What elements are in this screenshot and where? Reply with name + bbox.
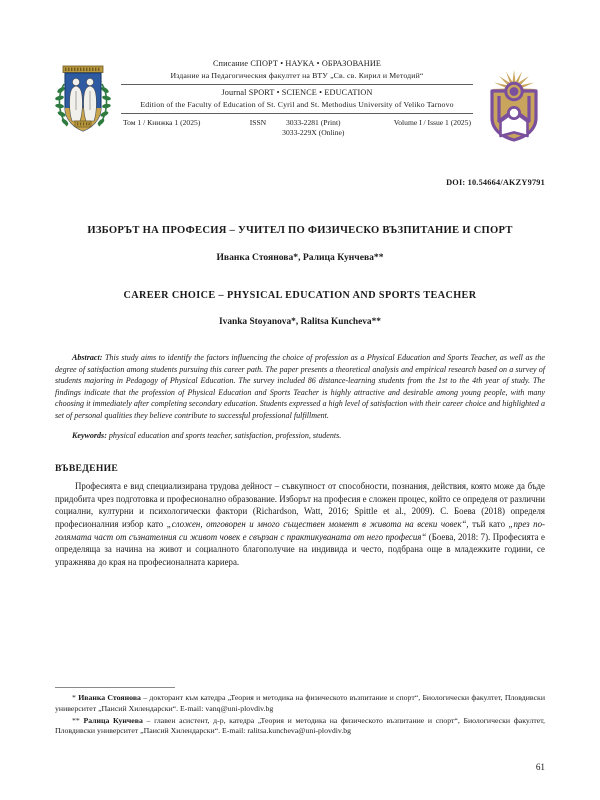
footnote-1-marker: * — [72, 693, 76, 703]
paragraph-text-part-2: , тъй като — [466, 518, 509, 529]
body-paragraph-1 — [55, 480, 545, 568]
abstract-label: Abstract: — [72, 353, 103, 362]
footnote-2-marker: ** — [72, 715, 80, 725]
section-heading-introduction: ВЪВЕДЕНИЕ — [55, 463, 119, 475]
volume-label-en: Volume I / Issue 1 (2025) — [393, 117, 471, 127]
article-title-bg: ИЗБОРЪТ НА ПРОФЕСИЯ – УЧИТЕЛ ПО ФИЗИЧЕСКО ВЪЗПИТАНИЕ И СПОРТ — [87, 225, 513, 236]
masthead-text — [117, 58, 477, 138]
masthead-divider-top — [121, 84, 473, 85]
article-title-en: CAREER CHOICE – PHYSICAL EDUCATION AND SPORTS TEACHER — [123, 290, 477, 301]
article-authors-en: Ivanka Stoyanova*, Ralitsa Kuncheva** — [218, 317, 381, 327]
footnote-2-text: – главен асистент, д-р, катедра „Теория и методика на физическото възпитание и спорт“, Биологически факултет, Пловдивски университет „Паисий Хилендарски“. E-mail: ralitsa.kuncheva@uni-plovdiv.bg — [55, 715, 545, 736]
doi-line: DOI: 10.54664/AKZY9791 — [446, 178, 545, 187]
footnote-1-text: – докторант към катедра „Теория и методика на физическото възпитание и спорт“, Биологически факултет, Пловдивски университет „Паисий Хилендарски“. E-mail: vanq@uni-plovdiv.bg — [55, 693, 545, 713]
keywords-text: physical education and sports teacher, satisfaction, profession, students. — [108, 430, 342, 440]
issue-info-row — [121, 118, 473, 138]
issn-print: 3033-2281 (Print) — [285, 117, 341, 127]
paragraph-quote-1: „сложен, отговорен и много съществен момент в живота на всеки човек“ — [166, 518, 467, 529]
footnote-1-name: Иванка Стоянова — [78, 693, 141, 703]
paragraph-quote-2: „през по-голямата част от съзнателния си живот човек е свързан с практикуваната от него професия“ — [55, 518, 545, 542]
faculty-emblem-icon — [483, 58, 545, 144]
journal-title-bg: Списание СПОРТ • НАУКА • ОБРАЗОВАНИЕ — [212, 59, 382, 68]
publisher-en: Edition of the Faculty of Education of St. Cyril and St. Methodius University of Veliko Tarnovo — [140, 99, 454, 109]
issn-block — [250, 118, 345, 138]
issn-online: 3033-229X (Online) — [282, 127, 345, 137]
footnote-1 — [55, 693, 545, 714]
abstract-block — [55, 352, 545, 422]
volume-label-bg: Том 1 / Книжка 1 (2025) — [123, 117, 201, 127]
abstract-text: This study aims to identify the factors influencing the choice of profession as a Physical Education and Sports Teacher, as well as the degree of satisfaction among students pursuing this career path. The paper presents a theoretical analysis and empirical research based on a survey of students majoring in Pedagogy of Physical Education. The survey included 86 distance-learning students from the 1st to the 4th year of study. The findings indicate that the profession of Physical Education and Sports Teacher is highly attractive and desirable among young people, with many choosing it immediately after completing secondary education. Students expressed a high level of satisfaction with their career choice and highlighted a set of personal qualities they believe contribute to successful professional fulfillment. — [55, 353, 545, 420]
footnote-2 — [55, 716, 545, 737]
page-number: 61 — [535, 762, 545, 772]
footnote-area — [55, 687, 545, 738]
masthead — [55, 0, 545, 144]
masthead-divider-bottom — [121, 113, 473, 114]
issn-values — [282, 118, 344, 138]
footnote-2-name: Ралица Кунчева — [83, 715, 143, 725]
university-crest-icon — [55, 58, 111, 140]
article-authors-bg: Иванка Стоянова*, Ралица Кунчева** — [216, 252, 384, 263]
footnote-separator — [55, 687, 175, 688]
paragraph-text-part-3: (Боева, 2018: 7). Професията е определяща за начина на живот и социалното благополучие на индивида и често, подбрана още в младежките години, се упражнява до края на професионалната кариера. — [55, 531, 545, 567]
issn-label: ISSN — [249, 117, 267, 127]
journal-title-en: Journal SPORT • SCIENCE • EDUCATION — [221, 88, 373, 97]
keywords-label: Keywords: — [72, 430, 107, 440]
paragraph-text-part-1: Професията е вид специализирана трудова дейност – съвкупност от способности, познания, действия, която може да бъде придобита чрез подготовка и професионално образование. Изборът на професия е сложен процес, който се определя от различни социални, културни и психологически фактори (Richardson, Watt, 2016; Spittle et al., 2009). С. Боева (2018) определя професионалния избор като — [55, 481, 545, 529]
keywords-block — [55, 430, 545, 442]
publisher-bg: Издание на Педагогическия факултет на ВТУ „Св. св. Кирил и Методий“ — [170, 70, 424, 80]
